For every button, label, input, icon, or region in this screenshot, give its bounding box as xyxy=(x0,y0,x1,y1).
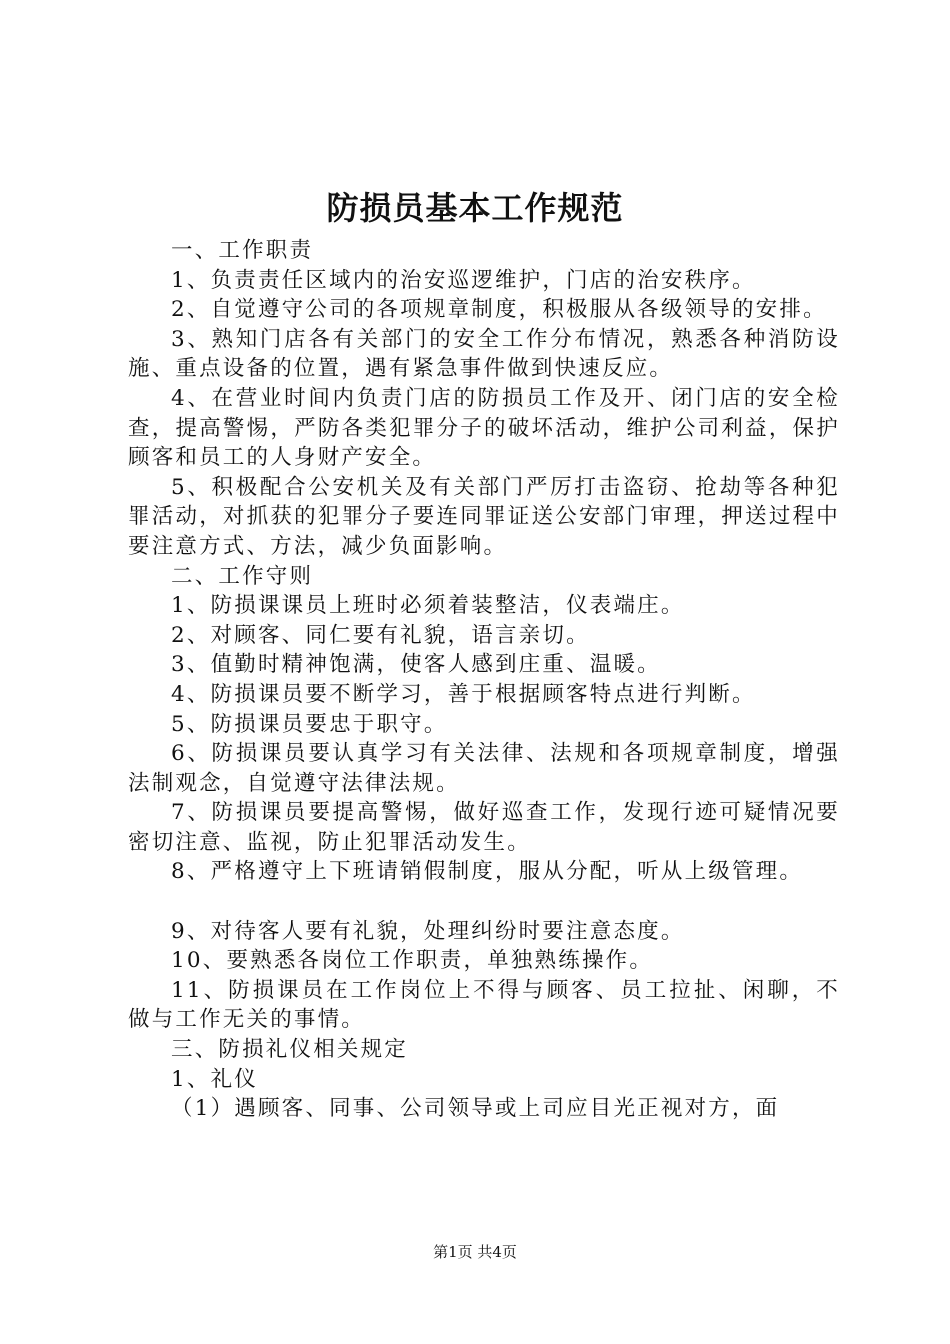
page-footer: 第1页 共4页 xyxy=(433,1243,517,1261)
document-body xyxy=(128,236,840,1124)
paragraph: 7、防损课员要提高警惕，做好巡查工作，发现行迹可疑情况要密切注意、监视，防止犯罪活动发生。 xyxy=(128,800,840,855)
paragraph: 1、负责责任区域内的治安巡逻维护，门店的治安秩序。 xyxy=(171,267,756,293)
paragraph: 3、值勤时精神饱满，使客人感到庄重、温暖。 xyxy=(171,652,661,678)
paragraph: 11、防损课员在工作岗位上不得与顾客、员工拉扯、闲聊，不做与工作无关的事情。 xyxy=(128,977,840,1033)
paragraph: 4、在营业时间内负责门店的防损员工作及开、闭门店的安全检查，提高警惕，严防各类犯罪分子的破坏活动，维护公司利益，保护顾客和员工的人身财产安全。 xyxy=(128,385,840,471)
section-heading: 三、防损礼仪相关规定 xyxy=(171,1037,409,1063)
paragraph: 2、对顾客、同仁要有礼貌，语言亲切。 xyxy=(171,622,590,648)
paragraph: 9、对待客人要有礼貌，处理纠纷时要注意态度。 xyxy=(171,918,685,944)
paragraph: 1、礼仪 xyxy=(171,1066,258,1092)
paragraph: 6、防损课员要认真学习有关法律、法规和各项规章制度，增强法制观念，自觉遵守法律法规。 xyxy=(128,741,840,796)
paragraph: 10、要熟悉各岗位工作职责，单独熟练操作。 xyxy=(171,948,654,974)
section-heading: 二、工作守则 xyxy=(171,563,314,589)
paragraph: 1、防损课课员上班时必须着装整洁，仪表端庄。 xyxy=(171,593,685,619)
paragraph: 3、熟知门店各有关部门的安全工作分布情况，熟悉各种消防设施、重点设备的位置，遇有紧急事件做到快速反应。 xyxy=(128,326,840,382)
paragraph: 4、防损课员要不断学习，善于根据顾客特点进行判断。 xyxy=(171,681,756,707)
document-title: 防损员基本工作规范 xyxy=(326,189,624,227)
blank-line xyxy=(128,887,840,917)
section-heading: 一、工作职责 xyxy=(171,238,314,263)
paragraph: 8、严格遵守上下班请销假制度，服从分配，听从上级管理。 xyxy=(171,859,804,885)
paragraph: （1）遇顾客、同事、公司领导或上司应目光正视对方，面 xyxy=(171,1096,780,1122)
paragraph: 5、积极配合公安机关及有关部门严厉打击盗窃、抢劫等各种犯罪活动，对抓获的犯罪分子要连同罪证送公安部门审理，押送过程中要注意方式、方法，减少负面影响。 xyxy=(128,474,840,559)
paragraph: 5、防损课员要忠于职守。 xyxy=(171,711,448,737)
paragraph: 2、自觉遵守公司的各项规章制度，积极服从各级领导的安排。 xyxy=(171,297,827,323)
